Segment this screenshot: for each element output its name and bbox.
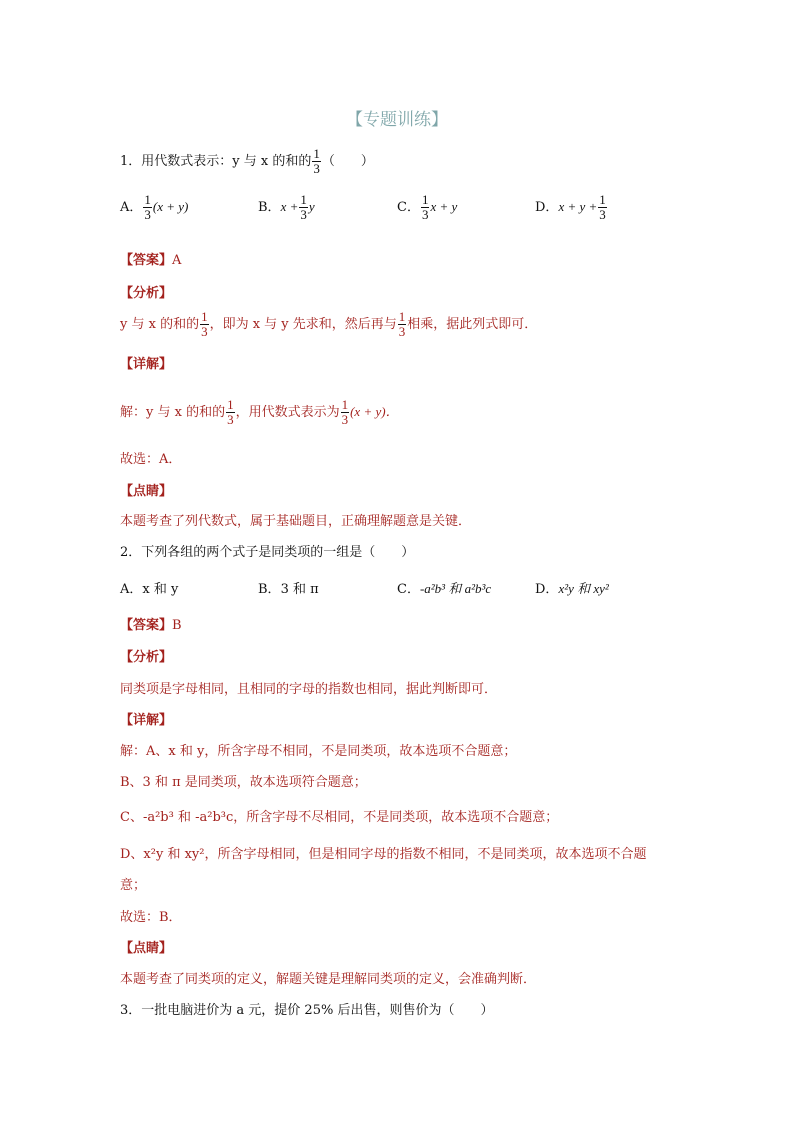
question-3-stem: 3．一批电脑进价为 a 元，提价 25% 后出售，则售价为（ ） (120, 1003, 494, 1018)
q2-detail-line: D、x²y 和 xy²，所含字母相同，但是相同字母的指数不相同，不是同类项，故本选项不合题 (120, 847, 647, 862)
q2-detail-line: 解：A、x 和 y，所含字母不相同，不是同类项，故本选项不合题意； (120, 744, 517, 759)
q2-option-d: D．x²y 和 xy² (535, 581, 609, 597)
question-1-stem: 1．用代数式表示：y 与 x 的和的 $\frac{1}{3}$ （ ） (120, 146, 374, 176)
q1-analysis: y 与 x 的和的 $\frac{1}{3}$ ，即为 x 与 y 先求和，然后再与 $\frac{1}{3}$ 相乘，据此列式即可． (120, 309, 538, 339)
q1-detail: 解：y 与 x 的和的 $\frac{1}{3}$ ，用代数式表示为 $\frac{1}{3}$ (x + y)． (120, 397, 399, 427)
q2-detail-line: 意； (120, 878, 147, 893)
q1-comment: 本题考查了列代数式，属于基础题目，正确理解题意是关键． (120, 514, 472, 529)
q2-detail-tag: 【详解】 (120, 713, 173, 728)
q1-analysis-tag: 【分析】 (120, 286, 173, 301)
q2-answer: 【答案】B (120, 618, 182, 633)
q1-answer: 【答案】A (120, 253, 182, 268)
q2-option-a: A．x 和 y (120, 582, 179, 597)
q2-option-b: B．3 和 π (258, 582, 319, 597)
q2-analysis-tag: 【分析】 (120, 650, 173, 665)
q1-option-b: B．x + $\frac{1}{3}$ y (258, 192, 315, 222)
q2-detail-line: C、-a²b³ 和 -a²b³c，所含字母不尽相同，不是同类项，故本选项不合题意； (120, 810, 559, 825)
q2-analysis: 同类项是字母相同，且相同的字母的指数也相同，据此判断即可． (120, 682, 498, 697)
q1-detail-tag: 【详解】 (120, 357, 173, 372)
q1-option-d: D．x + y + $\frac{1}{3}$ (535, 192, 606, 222)
q2-comment: 本题考查了同类项的定义，解题关键是理解同类项的定义，会准确判断． (120, 972, 537, 987)
q2-choose: 故选：B． (120, 910, 182, 925)
q2-comment-tag: 【点睛】 (120, 941, 173, 956)
q2-option-c: C．-a²b³ 和 a²b³c (397, 581, 492, 597)
q1-choose: 故选：A． (120, 452, 182, 467)
q2-detail-line: B、3 和 π 是同类项，故本选项符合题意； (120, 775, 367, 790)
question-2-stem: 2．下列各组的两个式子是同类项的一组是（ ） (120, 545, 415, 560)
q1-option-c: C． $\frac{1}{3}$ x + y (397, 192, 458, 222)
q1-comment-tag: 【点睛】 (120, 484, 173, 499)
page-title: 【专题训练】 (346, 110, 448, 130)
q1-option-a: A． $\frac{1}{3}$ (x + y) (120, 192, 189, 222)
fraction: $\frac{1}{3}$ (313, 146, 320, 176)
